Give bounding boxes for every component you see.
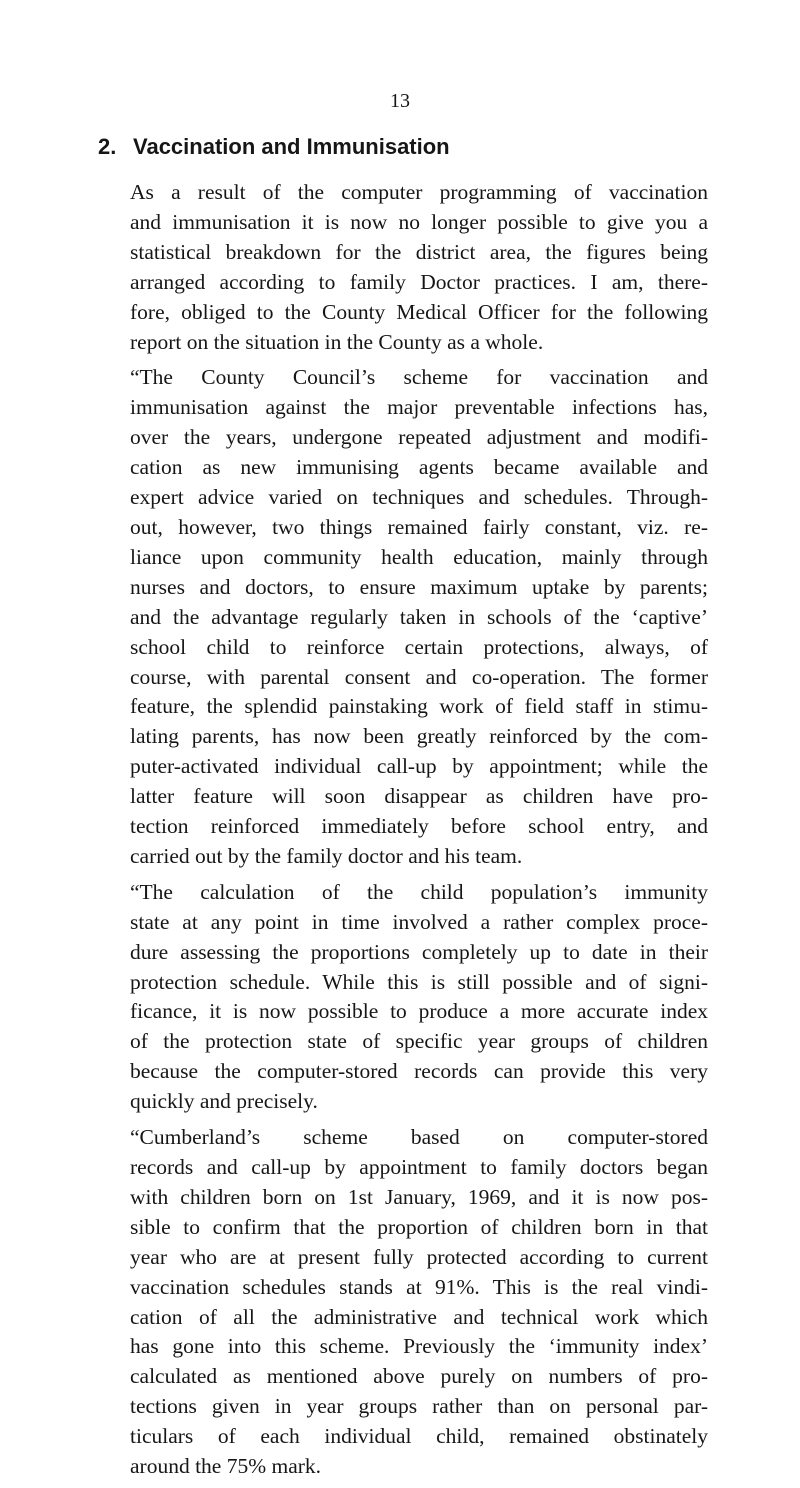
text-line: state at any point in time involved a rather complex proce- bbox=[130, 909, 708, 934]
section-title: Vaccination and Immunisation bbox=[133, 134, 450, 159]
text-line: quickly and precisely. bbox=[130, 1089, 318, 1114]
paragraph bbox=[98, 178, 708, 357]
text-line: with children born on 1st January, 1969, and it is now pos- bbox=[130, 1184, 708, 1209]
text-line: puter-activated individual call-up by appointment; while the bbox=[130, 754, 708, 779]
text-line: course, with parental consent and co-operation. The former bbox=[130, 664, 708, 689]
paragraph bbox=[98, 1123, 708, 1482]
text-line: out, however, two things remained fairly constant, viz. re- bbox=[130, 514, 708, 539]
text-line: liance upon community health education, mainly through bbox=[130, 544, 708, 569]
text-line: expert advice varied on techniques and schedules. Through- bbox=[130, 485, 708, 510]
text-line: latter feature will soon disappear as children have pro- bbox=[130, 784, 708, 809]
text-line: sible to confirm that the proportion of children born in that bbox=[130, 1214, 708, 1239]
text-line: statistical breakdown for the district area, the figures being bbox=[130, 239, 708, 264]
text-line: dure assessing the proportions completely up to date in their bbox=[130, 939, 708, 964]
body-text bbox=[98, 178, 708, 1488]
text-line: immunisation against the major preventable infections has, bbox=[130, 395, 708, 420]
text-line: tection reinforced immediately before school entry, and bbox=[130, 814, 708, 839]
text-line: of the protection state of specific year groups of children bbox=[130, 1029, 708, 1054]
text-line: report on the situation in the County as a whole. bbox=[130, 329, 544, 354]
text-line: cation of all the administrative and technical work which bbox=[130, 1304, 708, 1329]
text-line: ticulars of each individual child, remained obstinately bbox=[130, 1424, 708, 1449]
text-line: and the advantage regularly taken in schools of the ‘captive’ bbox=[130, 604, 708, 629]
text-line: protection schedule. While this is still possible and of signi- bbox=[130, 969, 708, 994]
text-line: ficance, it is now possible to produce a more accurate index bbox=[130, 999, 708, 1024]
section-number: 2. bbox=[98, 134, 117, 159]
paragraph bbox=[98, 878, 708, 1117]
text-line: and immunisation it is now no longer possible to give you a bbox=[130, 209, 708, 234]
text-line: year who are at present fully protected according to current bbox=[130, 1244, 708, 1269]
text-line: lating parents, has now been greatly reinforced by the com- bbox=[130, 724, 708, 749]
text-line: tections given in year groups rather than on personal par- bbox=[130, 1394, 708, 1419]
text-line: feature, the splendid painstaking work of field staff in stimu- bbox=[130, 694, 708, 719]
text-line: fore, obliged to the County Medical Officer for the following bbox=[130, 299, 708, 324]
paragraph bbox=[98, 363, 708, 871]
section-heading bbox=[98, 134, 450, 160]
text-line: around the 75% mark. bbox=[130, 1454, 322, 1479]
text-line: “The County Council’s scheme for vaccination and bbox=[130, 365, 708, 390]
text-line: “Cumberland’s scheme based on computer-stored bbox=[130, 1125, 708, 1150]
text-line: arranged according to family Doctor practices. I am, there- bbox=[130, 269, 708, 294]
page-number: 13 bbox=[390, 90, 410, 112]
text-line: As a result of the computer programming of vaccination bbox=[130, 180, 708, 204]
text-line: cation as new immunising agents became available and bbox=[130, 455, 708, 480]
text-line: calculated as mentioned above purely on numbers of pro- bbox=[130, 1364, 708, 1389]
text-line: records and call-up by appointment to family doctors began bbox=[130, 1155, 708, 1179]
text-line: because the computer-stored records can provide this very bbox=[130, 1059, 708, 1084]
text-line: over the years, undergone repeated adjustment and modifi- bbox=[130, 425, 708, 450]
text-line: has gone into this scheme. Previously the ‘immunity index’ bbox=[130, 1334, 708, 1359]
text-line: “The calculation of the child population’s immunity bbox=[130, 879, 708, 904]
text-line: school child to reinforce certain protections, always, of bbox=[130, 634, 708, 659]
text-line: vaccination schedules stands at 91%. This is the real vindi- bbox=[130, 1274, 708, 1299]
text-line: nurses and doctors, to ensure maximum uptake by parents; bbox=[130, 574, 708, 599]
text-line: carried out by the family doctor and his team. bbox=[130, 843, 523, 868]
